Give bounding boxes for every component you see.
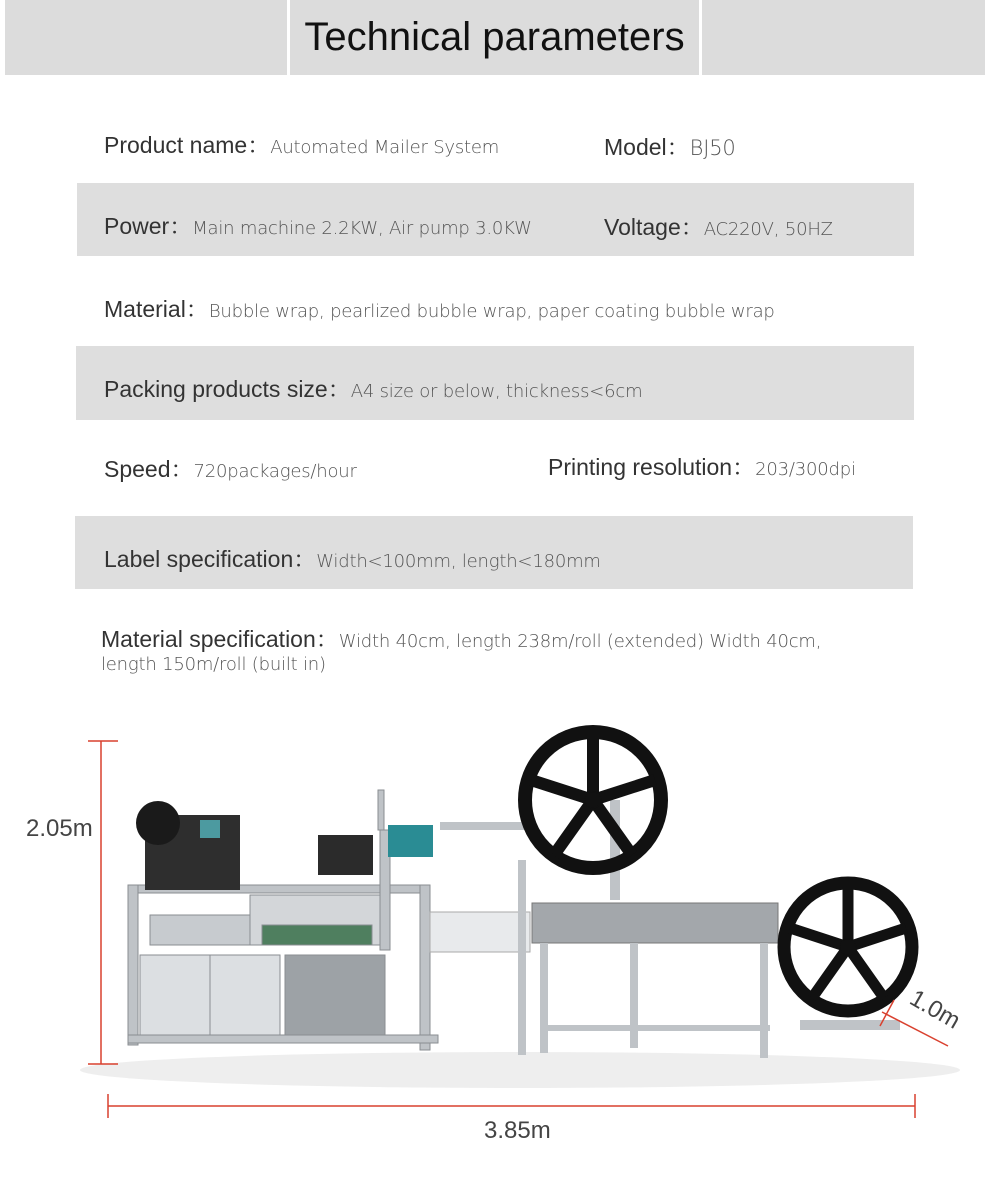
spec-value: 720packages/hour <box>193 461 357 482</box>
spec-label: Material： <box>104 296 209 322</box>
depth-dimension: 1.0m <box>905 984 965 1035</box>
roll-wheel-large <box>525 732 661 868</box>
spec-label: Speed： <box>104 456 194 482</box>
spec-value: BJ50 <box>689 136 736 160</box>
spec-value: Width<100mm, length<180mm <box>316 551 601 572</box>
spec-label: Model： <box>604 134 690 160</box>
spec-voltage <box>604 209 833 242</box>
spec-packing-size <box>104 371 642 404</box>
spec-material <box>104 291 775 324</box>
spec-label: Material specification： <box>101 626 339 652</box>
spec-label-specification <box>104 541 601 574</box>
spec-power <box>104 208 532 241</box>
spec-printing-resolution <box>548 449 856 482</box>
spec-model <box>604 129 736 162</box>
spec-value: Automated Mailer System <box>270 137 500 158</box>
packing-table <box>532 903 778 943</box>
spec-value: Width 40cm, length 238m/roll (extended) Width 40cm, <box>338 631 822 652</box>
spec-product-name <box>104 127 499 160</box>
header-bar-right <box>702 0 985 75</box>
header-bar-left <box>5 0 287 75</box>
spec-value: A4 size or below, thickness<6cm <box>350 381 643 402</box>
spec-label: Product name： <box>104 132 271 158</box>
page-title: Technical parameters <box>304 15 685 59</box>
roll-wheel-small <box>784 883 912 1011</box>
spec-speed <box>104 451 357 484</box>
spec-label: Label specification： <box>104 546 317 572</box>
length-dimension: 3.85m <box>484 1117 551 1144</box>
spec-value-line2: length 150m/roll (built in) <box>101 654 326 675</box>
spec-value: Main machine 2.2KW, Air pump 3.0KW <box>192 218 532 239</box>
spec-value: AC220V, 50HZ <box>703 219 833 240</box>
spec-value: 203/300dpi <box>755 459 856 480</box>
spec-label: Voltage： <box>604 214 704 240</box>
spec-label: Printing resolution： <box>548 454 756 480</box>
spec-label: Packing products size： <box>104 376 351 402</box>
spec-material-specification <box>101 621 821 675</box>
spec-label: Power： <box>104 213 193 239</box>
height-dimension: 2.05m <box>26 815 93 842</box>
spec-value: Bubble wrap, pearlized bubble wrap, paper coating bubble wrap <box>208 301 775 322</box>
